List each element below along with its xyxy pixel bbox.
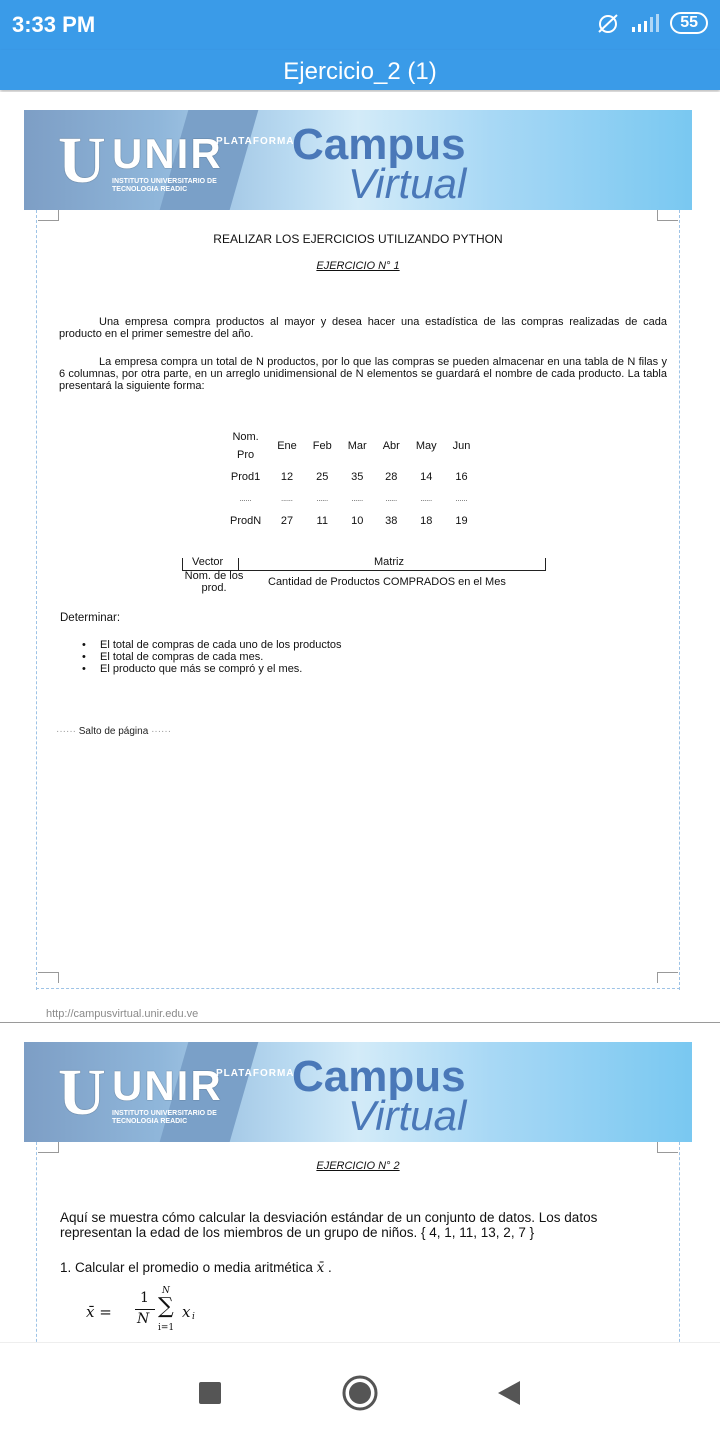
matriz-label: Matriz — [374, 556, 404, 568]
table-cell: ...... — [455, 495, 468, 503]
step-1: 1. Calcular el promedio o media aritmética x̄ . — [60, 1260, 332, 1276]
page-banner — [24, 110, 692, 210]
purchases-table — [222, 426, 478, 532]
table-cell: ProdN — [230, 515, 262, 527]
table-row — [222, 488, 478, 510]
banner-campus: Campus — [292, 1052, 466, 1101]
unir-logo — [52, 1056, 227, 1130]
document-title: Ejercicio_2 (1) — [283, 58, 437, 85]
matriz-description: Cantidad de Productos COMPRADOS en el Mes — [268, 576, 506, 588]
table-row — [222, 510, 478, 532]
logo-text: UNIR — [112, 1062, 223, 1109]
list-item: • El total de compras de cada mes. — [80, 651, 342, 663]
unir-logo — [52, 124, 227, 198]
formula-term: x — [182, 1303, 191, 1321]
table-cell: 10 — [351, 515, 364, 527]
exercise-2-intro — [60, 1210, 650, 1240]
sum-lower: i=1 — [158, 1323, 175, 1333]
formula-lhs: x̄ = — [86, 1303, 112, 1321]
navigation-bar — [0, 1342, 720, 1441]
status-icons — [596, 12, 708, 34]
banner-virtual: Virtual — [348, 160, 467, 207]
battery-indicator: 55 — [670, 12, 708, 34]
recents-button[interactable] — [190, 1373, 230, 1413]
table-header-cell: Mar — [347, 440, 367, 452]
mean-formula — [86, 1286, 246, 1336]
task-list — [80, 639, 342, 675]
table-cell: 12 — [280, 471, 294, 483]
table-cell: ...... — [239, 495, 252, 503]
table-header-cell: Nom. Pro — [232, 431, 259, 461]
sum-upper: N — [162, 1286, 170, 1296]
list-item: • El total de compras de cada uno de los productos — [80, 639, 342, 651]
table-cell: 14 — [420, 471, 433, 483]
banner-plataforma: PLATAFORMA — [216, 136, 295, 147]
page-break-label: Salto de página — [78, 726, 149, 737]
formula-term-sub: i — [192, 1312, 195, 1322]
table-cell: 35 — [351, 471, 364, 483]
logo-mark: U — [58, 1056, 106, 1129]
table-header-cell: Abr — [382, 440, 400, 452]
table-cell: 18 — [420, 515, 433, 527]
table-cell: ...... — [420, 495, 433, 503]
page-separator — [0, 1022, 720, 1023]
logo-subtext: INSTITUTO UNIVERSITARIO DE TECNOLOGIA READIC — [112, 178, 217, 193]
table-cell: 25 — [316, 471, 329, 483]
determinar-label: Determinar: — [60, 612, 121, 624]
home-button[interactable] — [340, 1373, 380, 1413]
exercise-heading: REALIZAR LOS EJERCICIOS UTILIZANDO PYTHON — [213, 232, 503, 246]
table-cell: ...... — [351, 495, 364, 503]
table-header-cell: Ene — [277, 440, 297, 452]
status-bar — [0, 0, 720, 50]
banner-virtual: Virtual — [348, 1092, 467, 1139]
mean-symbol: x̄ — [316, 1260, 325, 1276]
table-header-cell: Feb — [312, 440, 332, 452]
page-banner — [24, 1042, 692, 1142]
signal-icon — [630, 13, 660, 33]
vector-description: Nom. de los prod. — [184, 570, 244, 594]
table-row — [222, 466, 478, 488]
table-cell: 16 — [455, 471, 468, 483]
toolbar — [0, 50, 720, 90]
data-set: { 4, 1, 11, 13, 2, 7 } — [421, 1225, 535, 1240]
formula-numerator: 1 — [140, 1290, 149, 1306]
table-cell: ...... — [385, 495, 398, 503]
logo-mark: U — [58, 124, 106, 197]
formula-denominator: N — [137, 1311, 150, 1327]
document-page-2 — [24, 1042, 692, 1342]
banner-plataforma: PLATAFORMA — [216, 1068, 295, 1079]
exercise-1-subtitle: EJERCICIO N° 1 — [316, 260, 400, 272]
logo-subtext: INSTITUTO UNIVERSITARIO DE TECNOLOGIA READIC — [112, 1110, 217, 1125]
table-cell: 11 — [316, 515, 328, 527]
sum-icon: ∑ — [158, 1294, 174, 1319]
document-viewer[interactable] — [0, 92, 720, 1342]
vector-matrix-legend — [182, 556, 544, 592]
exercise-2-subtitle: EJERCICIO N° 2 — [316, 1160, 400, 1172]
table-header-row — [222, 426, 478, 466]
back-button[interactable] — [490, 1373, 530, 1413]
footer-url: http://campusvirtual.unir.edu.ve — [46, 1008, 199, 1020]
alarm-off-icon — [596, 12, 620, 34]
vector-label: Vector — [192, 556, 224, 568]
table-cell: 19 — [455, 515, 468, 527]
table-cell: 27 — [280, 515, 294, 527]
table-cell: 38 — [385, 515, 398, 527]
intro-text: Aquí se muestra cómo calcular la desviación estándar de un conjunto de datos. Los datos representan la edad de los miembros de un grupo de niños. — [60, 1210, 598, 1240]
step-1-text: 1. Calcular el promedio o media aritmética — [60, 1260, 313, 1275]
page-break-marker: ······ Salto de página ······ — [56, 726, 172, 737]
table-cell: Prod1 — [230, 471, 261, 483]
list-item: • El producto que más se compró y el mes. — [80, 663, 342, 675]
status-time: 3:33 PM — [12, 12, 96, 37]
table-header-cell: May — [415, 440, 437, 452]
paragraph-1: Una empresa compra productos al mayor y desea hacer una estadística de las compras realizadas de cada producto en el primer semestre del año. — [59, 316, 667, 340]
document-page-1 — [24, 110, 692, 1020]
table-cell: 28 — [385, 471, 398, 483]
logo-text: UNIR — [112, 130, 223, 177]
banner-campus: Campus — [292, 120, 466, 169]
paragraph-2: La empresa compra un total de N productos, por lo que las compras se pueden almacenar en una tabla de N filas y 6 columnas, por otra parte, en un arreglo unidimensional de N elementos se guardará el nombre de cada producto. La tabla presentará la siguiente forma: — [59, 356, 667, 392]
table-cell: ...... — [281, 495, 293, 503]
table-header-cell: Jun — [452, 440, 471, 452]
table-cell: ...... — [316, 495, 329, 503]
